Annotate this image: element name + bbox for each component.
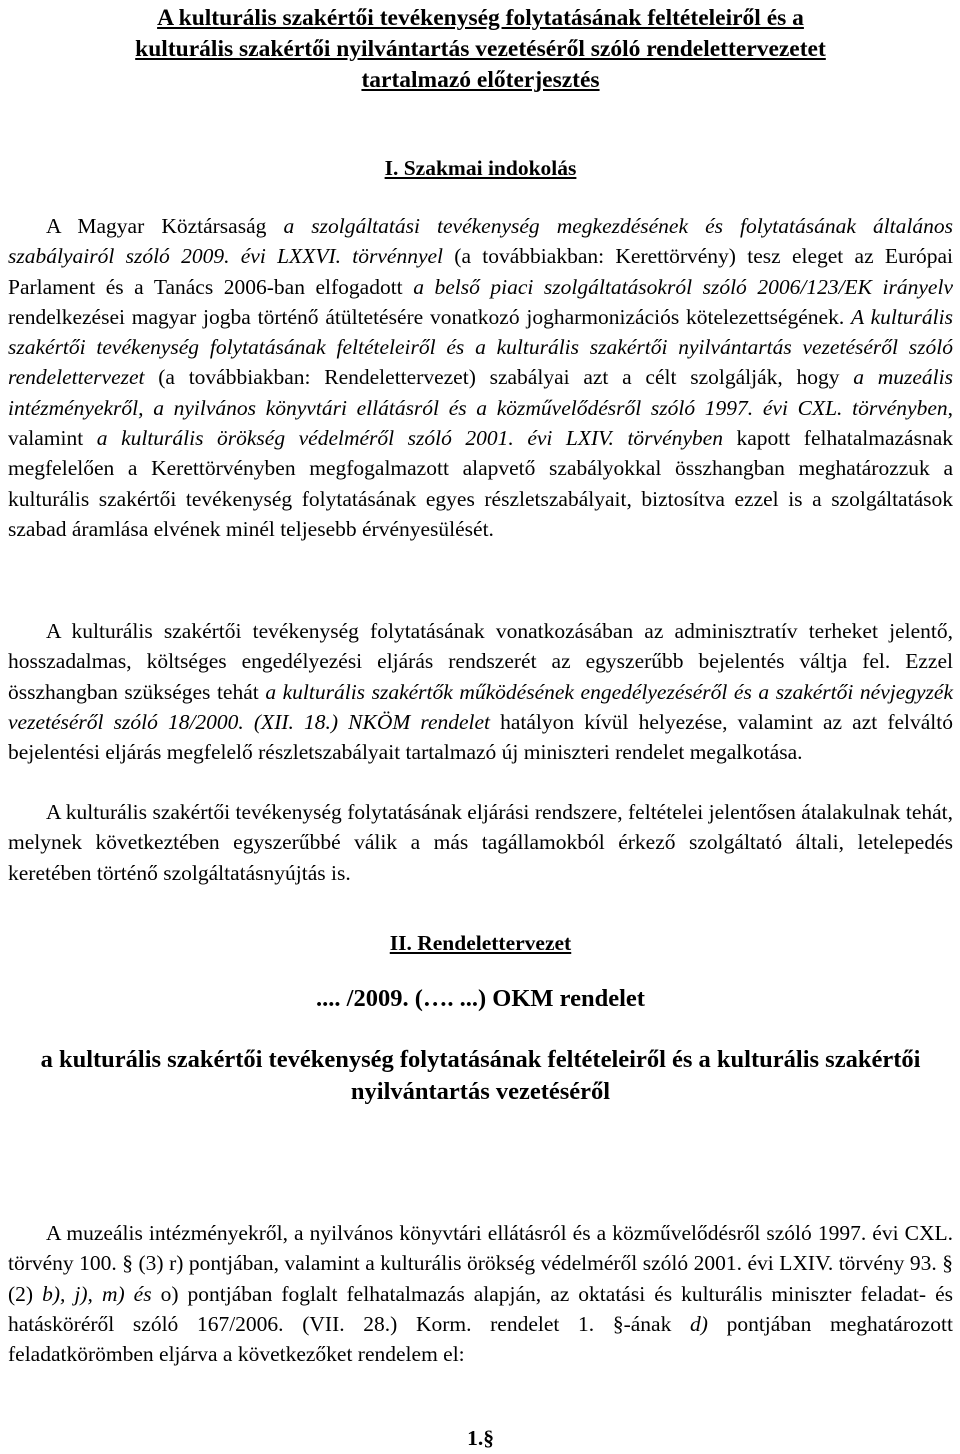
text-run: (a továbbiakban: Kerettörvény) tesz eleget az Európai Parlament és a Tanács 2006-ban elfogadott	[8, 244, 953, 299]
section-heading-draft-decree: II. Rendelettervezet	[389, 931, 572, 955]
text-run: A Magyar Köztársaság	[46, 214, 284, 238]
title-line-1: A kulturális szakértői tevékenység folytatásának feltételeiről és a	[157, 5, 804, 31]
decree-reference: a kulturális szakértők működésének engedélyezéséről és a szakértői névjegyzék vezetéséről szóló 18/2000. (XII. 18.) NKÖM rendelet	[8, 679, 954, 734]
text-run: , valamint	[8, 395, 953, 451]
text-run: A muzeális intézményekről, a nyilvános könyvtári ellátásról és a közművelődésről szóló 1997. évi CXL. törvény 100. § (3) r) pontjában, valamint a kulturális örökség védelméről szóló 2001. évi LXIV. törvény 93. § (2)	[8, 1221, 953, 1306]
decree-number: .... /2009. (…. ...) OKM rendelet	[316, 985, 645, 1012]
text-run: (a továbbiakban: Rendelettervezet) szabályai azt a célt szolgálják, hogy	[144, 365, 854, 390]
law-reference: a kulturális örökség védelméről szóló 2001. évi LXIV. törvényben	[96, 426, 723, 451]
justification-paragraph-2	[8, 616, 953, 767]
decree-reference: A kulturális szakértői tevékenység folytatásának feltételeiről és a kulturális szakértői nyilvántartás vezetéséről szóló rendelettervezet	[8, 304, 953, 390]
section-mark: 1.§	[467, 1426, 494, 1450]
decree-preamble	[8, 1218, 953, 1369]
point-reference: d)	[689, 1311, 708, 1336]
document-title	[8, 3, 953, 96]
law-reference: a muzeális intézményekről, a nyilvános könyvtári ellátásról és a közművelődésről szóló 1997. évi CXL. törvényben	[8, 365, 953, 420]
law-reference: a szolgáltatási tevékenység megkezdésének és folytatásának általános szabályairól szóló 2009. évi LXXVI. törvénnyel	[8, 214, 953, 269]
justification-paragraph-3: A kulturális szakértői tevékenység folytatásának eljárási rendszere, feltételei jelentősen átalakulnak tehát, melynek következtében egyszerűbbé válik a más tagállamokból érkező szolgáltató általi, letelepedés keretében történő szolgáltatásnyújtás is.	[8, 800, 953, 885]
justification-paragraph-1	[8, 211, 953, 544]
text-run: o) pontjában foglalt felhatalmazás alapján, az oktatási és kulturális miniszter feladat- és hatásköréről szóló 167/2006. (VII. 28.) Korm. rendelet 1. §-ának	[8, 1281, 954, 1336]
text-run: hatályon kívül helyezése, valamint az azt felváltó bejelentési eljárás megfelelő részletszabályait tartalmazó új miniszteri rendelet megalkotása.	[8, 709, 953, 765]
text-run: rendelkezései magyar jogba történő átültetésére vonatkozó jogharmonizációs kötelezettségének.	[8, 304, 852, 329]
text-run: A kulturális szakértői tevékenység folytatásának vonatkozásában az adminisztratív terheket jelentő, hosszadalmas, költséges engedélyezési eljárás rendszerét az egyszerűbb bejelentés váltja fel. Ezzel összhangban szükséges tehát	[8, 619, 953, 704]
text-run: pontjában meghatározott feladatkörömben eljárva a következőket rendelem el:	[8, 1311, 953, 1367]
directive-reference: a belső piaci szolgáltatásokról szóló 2006/123/EK irányelv	[413, 274, 953, 299]
title-line-3: tartalmazó előterjesztés	[361, 67, 600, 93]
decree-title: a kulturális szakértői tevékenység folytatásának feltételeiről és a kulturális szakértői nyilvántartás vezetéséről	[40, 1046, 921, 1105]
section-heading-professional-justification: I. Szakmai indokolás	[384, 156, 577, 180]
text-run: kapott felhatalmazásnak megfelelően a Kerettörvényben megfogalmazott alapvető szabályokkal összhangban meghatározzuk a kulturális szakértői tevékenység folytatásának egyes részletszabályait, biztosítva ezzel is a szolgáltatások szabad áramlása elvének minél teljesebb érvényesülését.	[8, 426, 954, 541]
title-line-2: kulturális szakértői nyilvántartás vezetéséről szóló rendelettervezetet	[135, 36, 826, 62]
point-reference: b), j), m) és	[42, 1281, 152, 1306]
